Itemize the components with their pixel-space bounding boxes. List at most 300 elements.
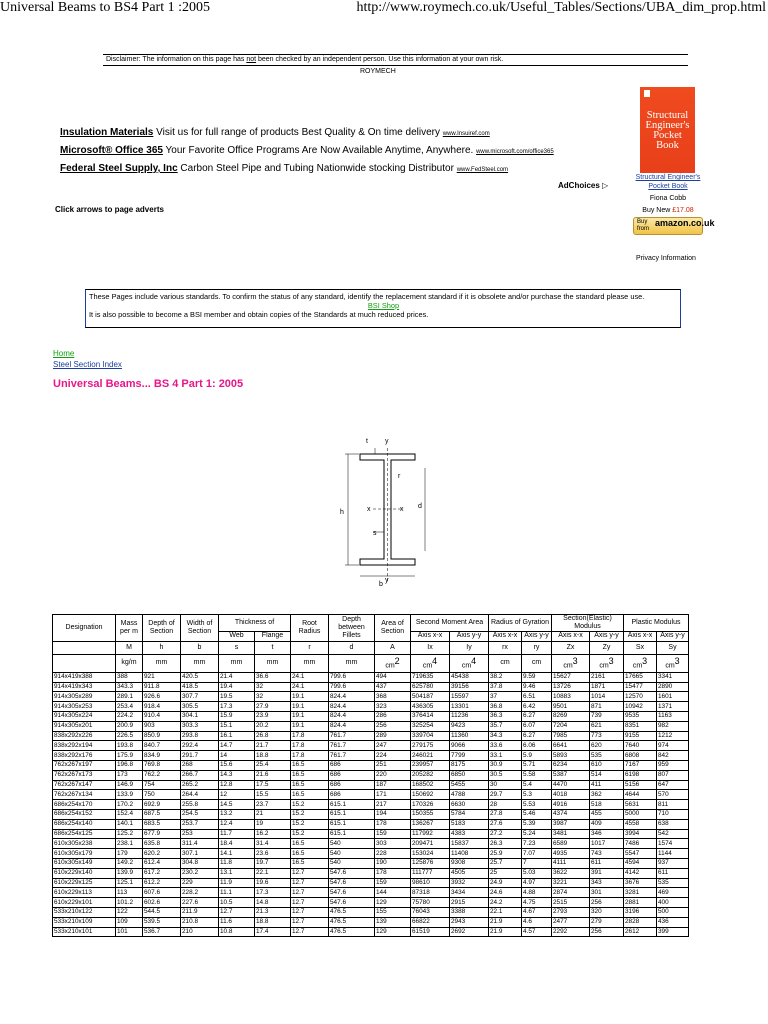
value-cell: 362 (590, 790, 624, 800)
value-cell: 5784 (450, 809, 489, 819)
value-cell: 291.7 (181, 751, 219, 761)
value-cell: 265.2 (181, 780, 219, 790)
value-cell: 36.6 (255, 672, 291, 682)
value-cell: 2292 (552, 927, 590, 937)
value-cell: 15597 (450, 692, 489, 702)
value-cell: 6589 (552, 839, 590, 849)
value-cell: 7 (522, 858, 552, 868)
value-cell: 400 (657, 898, 689, 908)
ad-url[interactable]: www.Insuiref.com (442, 131, 490, 137)
value-cell: 27.6 (489, 819, 522, 829)
value-cell: 256 (590, 898, 624, 908)
value-cell: 2881 (624, 898, 657, 908)
value-cell: 547.6 (329, 868, 375, 878)
value-cell: 194 (375, 809, 411, 819)
value-cell: 610 (590, 760, 624, 770)
designation-cell: 686x254x170 (53, 800, 116, 810)
value-cell: 607.6 (143, 888, 181, 898)
table-row (53, 829, 689, 839)
value-cell: 76043 (411, 907, 450, 917)
table-body (53, 672, 689, 937)
value-cell: 5387 (552, 770, 590, 780)
value-cell: 5.3 (522, 790, 552, 800)
value-cell: 122 (116, 907, 143, 917)
value-cell: 193.8 (116, 741, 143, 751)
value-cell: 773 (590, 731, 624, 741)
value-cell: 152.4 (116, 809, 143, 819)
value-cell: 647 (657, 780, 689, 790)
value-cell: 15837 (450, 839, 489, 849)
value-cell: 2692 (450, 927, 489, 937)
value-cell: 23.9 (255, 711, 291, 721)
value-cell: 255.8 (181, 800, 219, 810)
value-cell: 974 (657, 741, 689, 751)
designation-cell: 533x210x109 (53, 917, 116, 927)
axis-xx: Axis x-x (552, 632, 590, 642)
value-cell: 25.7 (489, 858, 522, 868)
value-cell: 19.1 (291, 721, 329, 731)
value-cell: 5547 (624, 849, 657, 859)
ad-name[interactable]: Federal Steel Supply, Inc (60, 163, 178, 174)
designation-cell: 762x267x197 (53, 760, 116, 770)
value-cell: 253 (181, 829, 219, 839)
value-cell: 514 (590, 770, 624, 780)
value-cell: 101.2 (116, 898, 143, 908)
value-cell: 175.9 (116, 751, 143, 761)
value-cell: 17.3 (255, 888, 291, 898)
value-cell: 209471 (411, 839, 450, 849)
value-cell: 7985 (552, 731, 590, 741)
table-row (53, 839, 689, 849)
value-cell: 307.7 (181, 692, 219, 702)
value-cell: 617.2 (143, 868, 181, 878)
table-row (53, 917, 689, 927)
designation-cell: 914x305x201 (53, 721, 116, 731)
value-cell: 4.6 (522, 917, 552, 927)
table-row (53, 927, 689, 937)
value-cell: 411 (590, 780, 624, 790)
value-cell: 1017 (590, 839, 624, 849)
value-cell: 34.3 (489, 731, 522, 741)
value-cell: 320 (590, 907, 624, 917)
value-cell: 14.5 (219, 800, 255, 810)
value-cell: 542 (657, 829, 689, 839)
table-row (53, 907, 689, 917)
cover-title-line: Book (656, 140, 679, 151)
value-cell: 17.8 (291, 751, 329, 761)
value-cell: 26.3 (489, 839, 522, 849)
value-cell: 4935 (552, 849, 590, 859)
value-cell: 26.8 (255, 731, 291, 741)
table-row (53, 721, 689, 731)
symbol-cell: s (219, 641, 255, 654)
value-cell: 686 (329, 760, 375, 770)
ad-text: Visit us for full range of products Best Quality & On time delivery (153, 127, 443, 138)
value-cell: 18.8 (255, 917, 291, 927)
value-cell: 910.4 (143, 711, 181, 721)
designation-cell: 610x229x140 (53, 868, 116, 878)
value-cell: 5.39 (522, 819, 552, 829)
value-cell: 12 (219, 790, 255, 800)
ad-name[interactable]: Insulation Materials (60, 127, 154, 138)
value-cell: 36.3 (489, 711, 522, 721)
value-cell: 638 (657, 819, 689, 829)
value-cell: 11.1 (219, 888, 255, 898)
ad-text: Carbon Steel Pipe and Tubing Nationwide stocking Distributor (177, 163, 457, 174)
value-cell: 61519 (411, 927, 450, 937)
value-cell: 279 (590, 917, 624, 927)
value-cell: 834.9 (143, 751, 181, 761)
publisher-logo-icon (644, 90, 650, 97)
book-cover-image[interactable] (640, 87, 695, 173)
table-row (53, 682, 689, 692)
value-cell: 686 (329, 780, 375, 790)
value-cell: 39156 (450, 682, 489, 692)
value-cell: 5.53 (522, 800, 552, 810)
value-cell: 615.1 (329, 819, 375, 829)
value-cell: 687.5 (143, 809, 181, 819)
value-cell: 4594 (624, 858, 657, 868)
value-cell: 37 (489, 692, 522, 702)
table-row (53, 711, 689, 721)
value-cell: 150355 (411, 809, 450, 819)
unit-cell: mm (291, 654, 329, 672)
value-cell: 3994 (624, 829, 657, 839)
value-cell: 5631 (624, 800, 657, 810)
value-cell: 376414 (411, 711, 450, 721)
value-cell: 3622 (552, 868, 590, 878)
value-cell: 1871 (590, 682, 624, 692)
value-cell: 6850 (450, 770, 489, 780)
value-cell: 6808 (624, 751, 657, 761)
value-cell: 153024 (411, 849, 450, 859)
value-cell: 937 (657, 858, 689, 868)
value-cell: 6198 (624, 770, 657, 780)
value-cell: 7799 (450, 751, 489, 761)
value-cell: 8351 (624, 721, 657, 731)
value-cell: 87318 (411, 888, 450, 898)
steel-section-index-link[interactable]: Steel Section Index (53, 360, 122, 369)
value-cell: 3341 (657, 672, 689, 682)
symbol-cell: d (329, 641, 375, 654)
value-cell: 547.6 (329, 888, 375, 898)
value-cell: 4644 (624, 790, 657, 800)
unit-cell: $cm^4$ (411, 654, 450, 672)
value-cell: 227.6 (181, 898, 219, 908)
value-cell: 850.9 (143, 731, 181, 741)
buy-from-label: Buy from (637, 219, 649, 232)
value-cell: 200.9 (116, 721, 143, 731)
bsi-shop-link[interactable]: BSI Shop (367, 301, 400, 310)
value-cell: 4111 (552, 858, 590, 868)
col-depth-fillets: Depth between Fillets (329, 615, 375, 642)
cover-title-line: Structural (646, 110, 689, 121)
value-cell: 11.9 (219, 878, 255, 888)
value-cell: 28 (489, 800, 522, 810)
value-cell: 9423 (450, 721, 489, 731)
print-header-title: Universal Beams to BS4 Part 1 :2005 (0, 0, 210, 15)
value-cell: 4505 (450, 868, 489, 878)
symbol-row (53, 641, 689, 654)
value-cell: 23.6 (255, 849, 291, 859)
value-cell: 38.2 (489, 672, 522, 682)
value-cell: 21.9 (489, 917, 522, 927)
adchoices-link[interactable]: AdChoices ▷ (558, 181, 609, 190)
col-root-radius: Root Radius (291, 615, 329, 642)
value-cell: 1371 (657, 702, 689, 712)
click-arrows-note: Click arrows to page adverts (55, 205, 164, 214)
designation-cell: 610x229x113 (53, 888, 116, 898)
value-cell: 247 (375, 741, 411, 751)
symbol-cell: b (181, 641, 219, 654)
col-second-moment: Second Moment Area (411, 615, 489, 632)
value-cell: 3281 (624, 888, 657, 898)
value-cell: 289 (375, 731, 411, 741)
ad-office365[interactable] (60, 145, 554, 156)
ad-text: Your Favorite Office Programs Are Now Available Anytime, Anywhere. (162, 145, 477, 156)
value-cell: 266.7 (181, 770, 219, 780)
value-cell: 187 (375, 780, 411, 790)
value-cell: 3196 (624, 907, 657, 917)
privacy-information-link[interactable]: Privacy Information (636, 255, 696, 262)
value-cell: 15.2 (291, 819, 329, 829)
value-cell: 149.2 (116, 858, 143, 868)
symbol-cell: rx (489, 641, 522, 654)
designation-cell: 610x229x101 (53, 898, 116, 908)
unit-cell: mm (255, 654, 291, 672)
value-cell: 824.4 (329, 721, 375, 731)
value-cell: 536.7 (143, 927, 181, 937)
value-cell: 205282 (411, 770, 450, 780)
designation-cell: 610x305x238 (53, 839, 116, 849)
print-header-url: http://www.roymech.co.uk/Useful_Tables/Sections/UBA_dim_prop.html (356, 0, 766, 15)
value-cell: 494 (375, 672, 411, 682)
value-cell: 32 (255, 692, 291, 702)
value-cell: 14.3 (219, 770, 255, 780)
value-cell: 13.1 (219, 868, 255, 878)
value-cell: 239957 (411, 760, 450, 770)
value-cell: 5.4 (522, 780, 552, 790)
value-cell: 21.7 (255, 741, 291, 751)
value-cell: 686 (329, 770, 375, 780)
value-cell: 2828 (624, 917, 657, 927)
buy-from-amazon-button[interactable] (633, 217, 715, 235)
value-cell: 29.7 (489, 790, 522, 800)
value-cell: 19.1 (291, 711, 329, 721)
value-cell: 469 (657, 888, 689, 898)
value-cell: 3434 (450, 888, 489, 898)
value-cell: 3676 (624, 878, 657, 888)
value-cell: 15.6 (219, 760, 255, 770)
value-cell: 476.5 (329, 917, 375, 927)
value-cell: 4.57 (522, 927, 552, 937)
value-cell: 6234 (552, 760, 590, 770)
value-cell: 3987 (552, 819, 590, 829)
value-cell: 1163 (657, 711, 689, 721)
value-cell: 5.9 (522, 751, 552, 761)
value-cell: 11.8 (219, 858, 255, 868)
value-cell: 6.27 (522, 711, 552, 721)
symbol-cell: Iy (450, 641, 489, 654)
value-cell: 253.7 (181, 819, 219, 829)
designation-unit-blank (53, 654, 116, 672)
book-author: Fiona Cobb (649, 195, 687, 202)
unit-row (53, 654, 689, 672)
value-cell: 21 (255, 809, 291, 819)
value-cell: 754 (143, 780, 181, 790)
value-cell: 1144 (657, 849, 689, 859)
value-cell: 210 (181, 927, 219, 937)
standards-notice (85, 289, 681, 328)
value-cell: 279175 (411, 741, 450, 751)
value-cell: 11408 (450, 849, 489, 859)
table-row (53, 809, 689, 819)
ad-url[interactable]: www.microsoft.com/office365 (476, 149, 554, 155)
ad-url[interactable]: www.FedSteel.com (456, 167, 509, 173)
value-cell: 926.6 (143, 692, 181, 702)
axis-yy: Axis y-y (657, 632, 689, 642)
value-cell: 615.1 (329, 809, 375, 819)
value-cell: 769.8 (143, 760, 181, 770)
value-cell: 15.1 (219, 721, 255, 731)
table-row (53, 702, 689, 712)
value-cell: 17665 (624, 672, 657, 682)
disclaimer-box (103, 54, 688, 66)
disclaimer-text-after: been checked by an independent person. Use this information at your own risk. (256, 56, 504, 63)
page-title: Universal Beams... BS 4 Part 1: 2005 (53, 378, 244, 390)
value-cell: 540 (329, 849, 375, 859)
axis-yy: Axis y-y (450, 632, 489, 642)
value-cell: 25.4 (255, 760, 291, 770)
value-cell: 230.2 (181, 868, 219, 878)
table-row (53, 849, 689, 859)
value-cell: 621 (590, 721, 624, 731)
value-cell: 256 (375, 721, 411, 731)
value-cell: 21.9 (489, 927, 522, 937)
unit-cell: mm (219, 654, 255, 672)
value-cell: 811 (657, 800, 689, 810)
value-cell: 409 (590, 819, 624, 829)
value-cell: 547.6 (329, 878, 375, 888)
value-cell: 25 (489, 868, 522, 878)
value-cell: 15.9 (219, 711, 255, 721)
value-cell: 761.7 (329, 731, 375, 741)
value-cell: 615.1 (329, 800, 375, 810)
value-cell: 125.1 (116, 878, 143, 888)
value-cell: 30 (489, 780, 522, 790)
home-link[interactable]: Home (53, 349, 75, 358)
value-cell: 12570 (624, 692, 657, 702)
value-cell: 27.2 (489, 829, 522, 839)
symbol-cell: r (291, 641, 329, 654)
value-cell: 635.8 (143, 839, 181, 849)
value-cell: 37.8 (489, 682, 522, 692)
value-cell: 13726 (552, 682, 590, 692)
value-cell: 211.9 (181, 907, 219, 917)
value-cell: 544.5 (143, 907, 181, 917)
value-cell: 16.5 (291, 780, 329, 790)
ad-fedsteel[interactable] (60, 163, 508, 174)
value-cell: 11360 (450, 731, 489, 741)
value-cell: 98610 (411, 878, 450, 888)
value-cell: 3932 (450, 878, 489, 888)
table-row (53, 692, 689, 702)
value-cell: 19.1 (291, 692, 329, 702)
value-cell: 535 (657, 878, 689, 888)
value-cell: 12.8 (219, 780, 255, 790)
designation-cell: 914x419x388 (53, 672, 116, 682)
value-cell: 30.5 (489, 770, 522, 780)
value-cell: 17.4 (255, 927, 291, 937)
value-cell: 346 (590, 829, 624, 839)
value-cell: 918.4 (143, 702, 181, 712)
value-cell: 254.5 (181, 809, 219, 819)
designation-cell: 610x305x179 (53, 849, 116, 859)
value-cell: 840.7 (143, 741, 181, 751)
cover-title-line: Pocket (653, 130, 682, 141)
value-cell: 133.9 (116, 790, 143, 800)
designation-cell: 762x267x173 (53, 770, 116, 780)
ad-insulation[interactable] (60, 127, 490, 138)
value-cell: 16.5 (291, 760, 329, 770)
ad-name[interactable]: Microsoft® Office 365 (60, 145, 163, 156)
value-cell: 14 (219, 751, 255, 761)
value-cell: 10.5 (219, 898, 255, 908)
value-cell: 13.2 (219, 809, 255, 819)
value-cell: 535 (590, 751, 624, 761)
value-cell: 19.4 (219, 682, 255, 692)
table-row (53, 731, 689, 741)
designation-cell: 686x254x125 (53, 829, 116, 839)
value-cell: 36.8 (489, 702, 522, 712)
value-cell: 437 (375, 682, 411, 692)
symbol-cell: h (143, 641, 181, 654)
disclaimer-text-before: Disclaimer: The information on this page has (106, 56, 247, 63)
value-cell: 24.6 (489, 888, 522, 898)
designation-cell: 914x305x224 (53, 711, 116, 721)
value-cell: 476.5 (329, 907, 375, 917)
value-cell: 190 (375, 858, 411, 868)
book-title-link-line1[interactable]: Structural Engineer's (635, 174, 701, 181)
unit-cell: $cm^3$ (590, 654, 624, 672)
value-cell: 10.8 (219, 927, 255, 937)
value-cell: 343.3 (116, 682, 143, 692)
value-cell: 824.4 (329, 711, 375, 721)
value-cell: 602.6 (143, 898, 181, 908)
value-cell: 7640 (624, 741, 657, 751)
table-row (53, 800, 689, 810)
designation-cell: 533x210x122 (53, 907, 116, 917)
value-cell: 5455 (450, 780, 489, 790)
value-cell: 303.3 (181, 721, 219, 731)
value-cell: 30.9 (489, 760, 522, 770)
value-cell: 4.88 (522, 888, 552, 898)
designation-cell: 686x254x152 (53, 809, 116, 819)
designation-cell: 838x292x176 (53, 751, 116, 761)
value-cell: 27.9 (255, 702, 291, 712)
value-cell: 24.2 (489, 898, 522, 908)
book-title-link-line2[interactable]: Pocket Book (648, 183, 688, 190)
value-cell: 692.9 (143, 800, 181, 810)
table-row (53, 819, 689, 829)
value-cell: 436305 (411, 702, 450, 712)
diagram-label-d: d (418, 503, 422, 510)
value-cell: 982 (657, 721, 689, 731)
value-cell: 2943 (450, 917, 489, 927)
value-cell: 10942 (624, 702, 657, 712)
value-cell: 15.5 (255, 790, 291, 800)
value-cell: 12.7 (291, 878, 329, 888)
